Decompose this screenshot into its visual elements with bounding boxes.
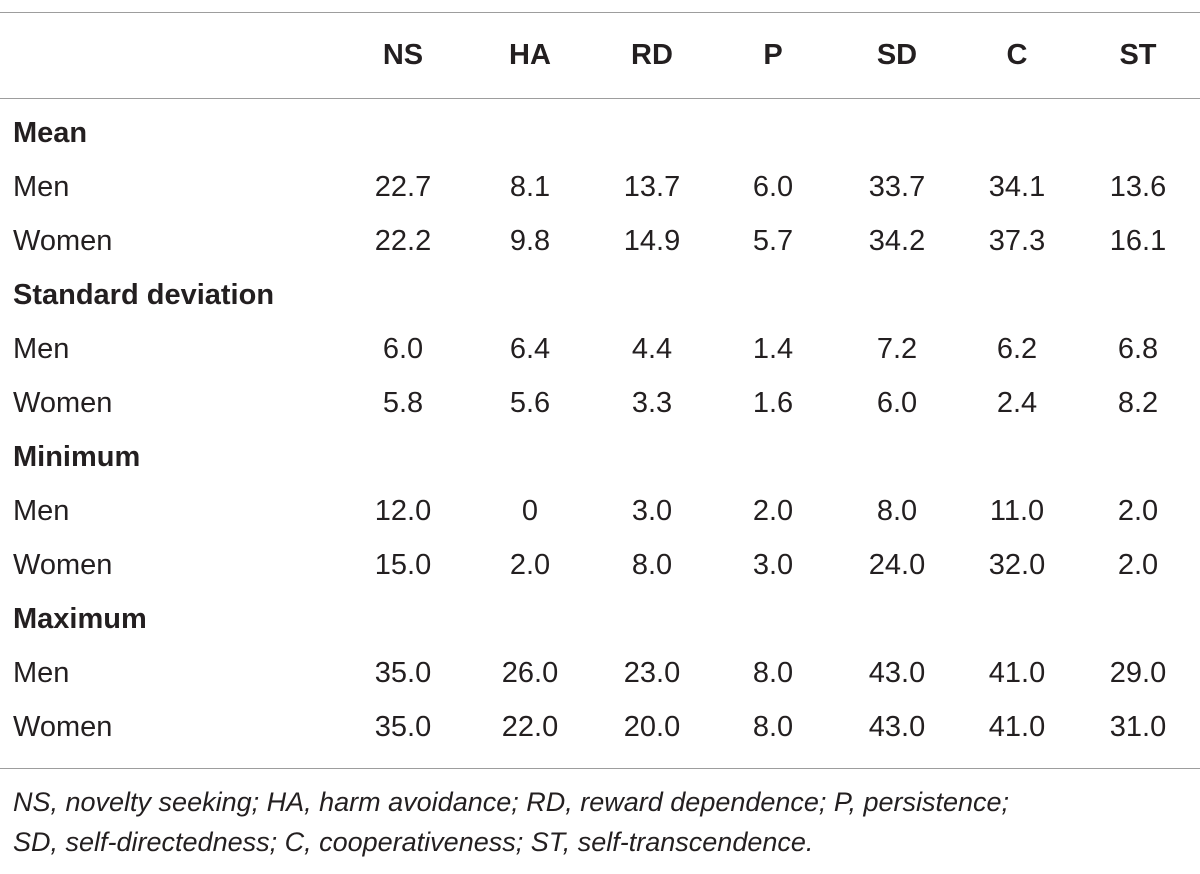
cell-st: 6.8	[1117, 333, 1159, 365]
cell-p: 1.6	[752, 387, 794, 419]
cell-p: 1.4	[752, 333, 794, 365]
section-title: Minimum	[13, 441, 141, 473]
section-title: Maximum	[13, 603, 147, 635]
footnote-line-1: NS, novelty seeking; HA, harm avoidance; RD, reward dependence; P, persistence;	[13, 787, 1010, 817]
cell-ha: 9.8	[509, 225, 551, 257]
cell-ha: 0	[521, 495, 539, 527]
cell-p: 3.0	[752, 549, 794, 581]
cell-st: 31.0	[1109, 711, 1167, 743]
header-cell-c: C	[1006, 39, 1028, 71]
table-row	[0, 214, 1200, 268]
cell-ha: 22.0	[501, 711, 559, 743]
header-cell-label	[0, 13, 340, 98]
section-title: Mean	[13, 117, 88, 149]
header-cell-ha: HA	[509, 39, 551, 71]
cell-p: 5.7	[752, 225, 794, 257]
section-title: Standard deviation	[13, 279, 275, 311]
row-label: Men	[13, 171, 70, 203]
section-row-standard-deviation	[0, 268, 1200, 322]
cell-sd: 34.2	[868, 225, 926, 257]
row-label: Men	[13, 495, 70, 527]
cell-ha: 26.0	[501, 657, 559, 689]
cell-ns: 5.8	[382, 387, 424, 419]
table-row	[0, 646, 1200, 700]
cell-p: 2.0	[752, 495, 794, 527]
cell-rd: 3.0	[631, 495, 673, 527]
section-row-mean	[0, 98, 1200, 160]
cell-rd: 3.3	[631, 387, 673, 419]
table-row	[0, 322, 1200, 376]
cell-c: 37.3	[988, 225, 1046, 257]
cell-sd: 33.7	[868, 171, 926, 203]
header-cell-rd: RD	[631, 39, 673, 71]
header-cell-sd: SD	[876, 39, 918, 71]
cell-rd: 4.4	[631, 333, 673, 365]
cell-ns: 35.0	[374, 711, 432, 743]
row-label: Women	[13, 549, 113, 581]
cell-c: 41.0	[988, 657, 1046, 689]
cell-rd: 20.0	[623, 711, 681, 743]
cell-rd: 14.9	[623, 225, 681, 257]
cell-ns: 12.0	[374, 495, 432, 527]
table-row	[0, 538, 1200, 592]
cell-st: 8.2	[1117, 387, 1159, 419]
header-row	[0, 13, 1200, 98]
cell-c: 2.4	[996, 387, 1038, 419]
table-footnote	[13, 782, 1193, 862]
table-row	[0, 700, 1200, 754]
cell-ns: 6.0	[382, 333, 424, 365]
cell-ha: 2.0	[509, 549, 551, 581]
table-row	[0, 160, 1200, 214]
section-row-minimum	[0, 430, 1200, 484]
table-body	[0, 98, 1200, 754]
cell-ns: 22.2	[374, 225, 432, 257]
row-label: Men	[13, 657, 70, 689]
cell-sd: 8.0	[876, 495, 918, 527]
cell-rd: 23.0	[623, 657, 681, 689]
cell-st: 2.0	[1117, 495, 1159, 527]
cell-sd: 24.0	[868, 549, 926, 581]
cell-ha: 6.4	[509, 333, 551, 365]
cell-c: 11.0	[989, 495, 1045, 527]
header-cell-st: ST	[1119, 39, 1157, 71]
cell-sd: 7.2	[876, 333, 918, 365]
cell-ha: 5.6	[509, 387, 551, 419]
cell-c: 34.1	[988, 171, 1046, 203]
cell-c: 6.2	[996, 333, 1038, 365]
table-row	[0, 484, 1200, 538]
cell-sd: 43.0	[868, 711, 926, 743]
cell-ns: 15.0	[374, 549, 432, 581]
cell-st: 2.0	[1117, 549, 1159, 581]
cell-p: 6.0	[752, 171, 794, 203]
row-label: Women	[13, 711, 113, 743]
cell-st: 29.0	[1109, 657, 1167, 689]
cell-rd: 13.7	[623, 171, 681, 203]
cell-c: 32.0	[988, 549, 1046, 581]
table-header	[0, 13, 1200, 98]
cell-st: 16.1	[1109, 225, 1167, 257]
cell-ns: 35.0	[374, 657, 432, 689]
footnote-line-2: SD, self-directedness; C, cooperativeness; ST, self-transcendence.	[13, 827, 814, 857]
statistics-table	[0, 13, 1200, 754]
cell-rd: 8.0	[631, 549, 673, 581]
row-label: Men	[13, 333, 70, 365]
cell-ns: 22.7	[374, 171, 432, 203]
section-row-maximum	[0, 592, 1200, 646]
cell-p: 8.0	[752, 657, 794, 689]
header-cell-p: P	[763, 39, 783, 71]
cell-sd: 6.0	[876, 387, 918, 419]
header-cell-ns: NS	[382, 39, 424, 71]
cell-c: 41.0	[988, 711, 1046, 743]
row-label: Women	[13, 225, 113, 257]
cell-st: 13.6	[1109, 171, 1167, 203]
cell-ha: 8.1	[509, 171, 551, 203]
table-bottom-rule	[0, 768, 1200, 769]
table-row	[0, 376, 1200, 430]
row-label: Women	[13, 387, 113, 419]
cell-p: 8.0	[752, 711, 794, 743]
cell-sd: 43.0	[868, 657, 926, 689]
